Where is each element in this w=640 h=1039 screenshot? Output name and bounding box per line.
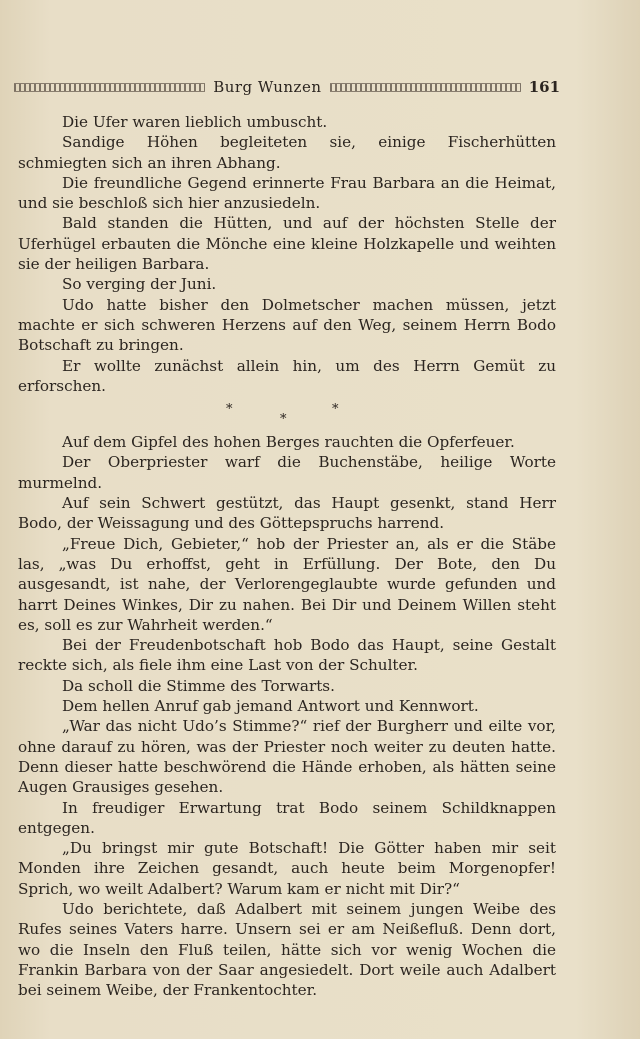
paragraph: Auf sein Schwert gestützt, das Haupt gesenkt, stand Herr Bodo, der Weissagung und des Göttерspruchs harrend. bbox=[18, 494, 556, 533]
separator-star: * bbox=[332, 402, 339, 418]
paragraph: Der Oberpriester warf die Buchenstäbe, heilige Worte murmelnd. bbox=[18, 453, 556, 492]
header-ornament-right bbox=[330, 83, 521, 92]
paragraph: Die Ufer waren lieblich umbuscht. bbox=[62, 113, 328, 131]
running-header bbox=[14, 76, 560, 98]
paragraph: Udo berichtete, daß Adalbert mit seinem jungen Weibe des Rufes seines Vaters harre. Unsern sei er am Neißefluß. Denn dort, wo die Inseln den Fluß teilen, hätte sich vor wenig Wochen die Frankin Barbara von der Saar angesiedelt. Dort weile auch Adalbert bei seinem Weibe, der Frankentochter. bbox=[18, 899, 556, 1000]
running-title: Burg Wunzen bbox=[213, 78, 322, 96]
header-ornament-left bbox=[14, 83, 205, 92]
separator-star: * bbox=[280, 412, 287, 428]
paragraph: „Freue Dich, Gebieter,“ hob der Priester an, als er die Stäbe las, „was Du erhoffst, geht in Erfüllung. Der Bote, den Du ausgesandt, ist nahe, der Verlorengeglaubte wurde gefunden und harrt Deines Winkes, Dir zu nahen. Bei Dir und Deinem Willen steht es, soll es zur Wahrheit werden.“ bbox=[18, 534, 556, 634]
paragraph: Die freundliche Gegend erinnerte Frau Barbara an die Heimat, und sie beschloß sich hier anzusiedeln. bbox=[18, 173, 556, 213]
paragraph: Bald standen die Hütten, und auf der höchsten Stelle der Uferhügel erbauten die Mönche eine kleine Holzkapelle und weihten sie der heiligen Barbara. bbox=[18, 214, 556, 274]
paragraph: „War das nicht Udo’s Stimme?“ rief der Burgherr und eilte vor, ohne darauf zu hören, was der Priester noch weiter zu deuten hatte. Denn dieser hatte beschwörend die Hände erhoben, als hätten seine Augen Grausiges gesehen. bbox=[18, 717, 556, 797]
paragraph: Auf dem Gipfel des hohen Berges rauchten die Opferfeuer. bbox=[62, 433, 515, 452]
paragraph: „Du bringst mir gute Botschaft! Die Götter haben mir seit Monden ihre Zeichen gesandt, auch heute beim Morgenopfer! Sprich, wo weilt Adalbert? Warum kam er nicht mit Dir?“ bbox=[18, 839, 556, 898]
paragraph: Sandige Höhen begleiteten sie, einige Fischerhütten schmiegten sich an ihren Abhang. bbox=[18, 133, 556, 172]
separator-star: * bbox=[226, 402, 233, 418]
section-separator bbox=[18, 396, 556, 432]
paragraph: In freudiger Erwartung trat Bodo seinem Schildknappen entgegen. bbox=[18, 798, 556, 837]
paragraph: Er wollte zunächst allein hin, um des Herrn Gemüt zu erforschen. bbox=[18, 356, 556, 395]
paragraph: Dem hellen Anruf gab jemand Antwort und Kennwort. bbox=[62, 697, 479, 716]
paragraph: So verging der Juni. bbox=[62, 275, 217, 294]
page-body bbox=[18, 112, 556, 1000]
paragraph: Da scholl die Stimme des Torwarts. bbox=[62, 676, 335, 695]
page-number: 161 bbox=[528, 78, 561, 96]
paragraph: Bei der Freudenbotschaft hob Bodo das Haupt, seine Gestalt reckte sich, als fiele ihm eine Last von der Schulter. bbox=[18, 636, 556, 675]
paragraph: Udo hatte bisher den Dolmetscher machen müssen, jetzt machte er sich schweren Herzens auf den Weg, seinem Herrn Bodo Botschaft zu bringen. bbox=[18, 295, 556, 355]
